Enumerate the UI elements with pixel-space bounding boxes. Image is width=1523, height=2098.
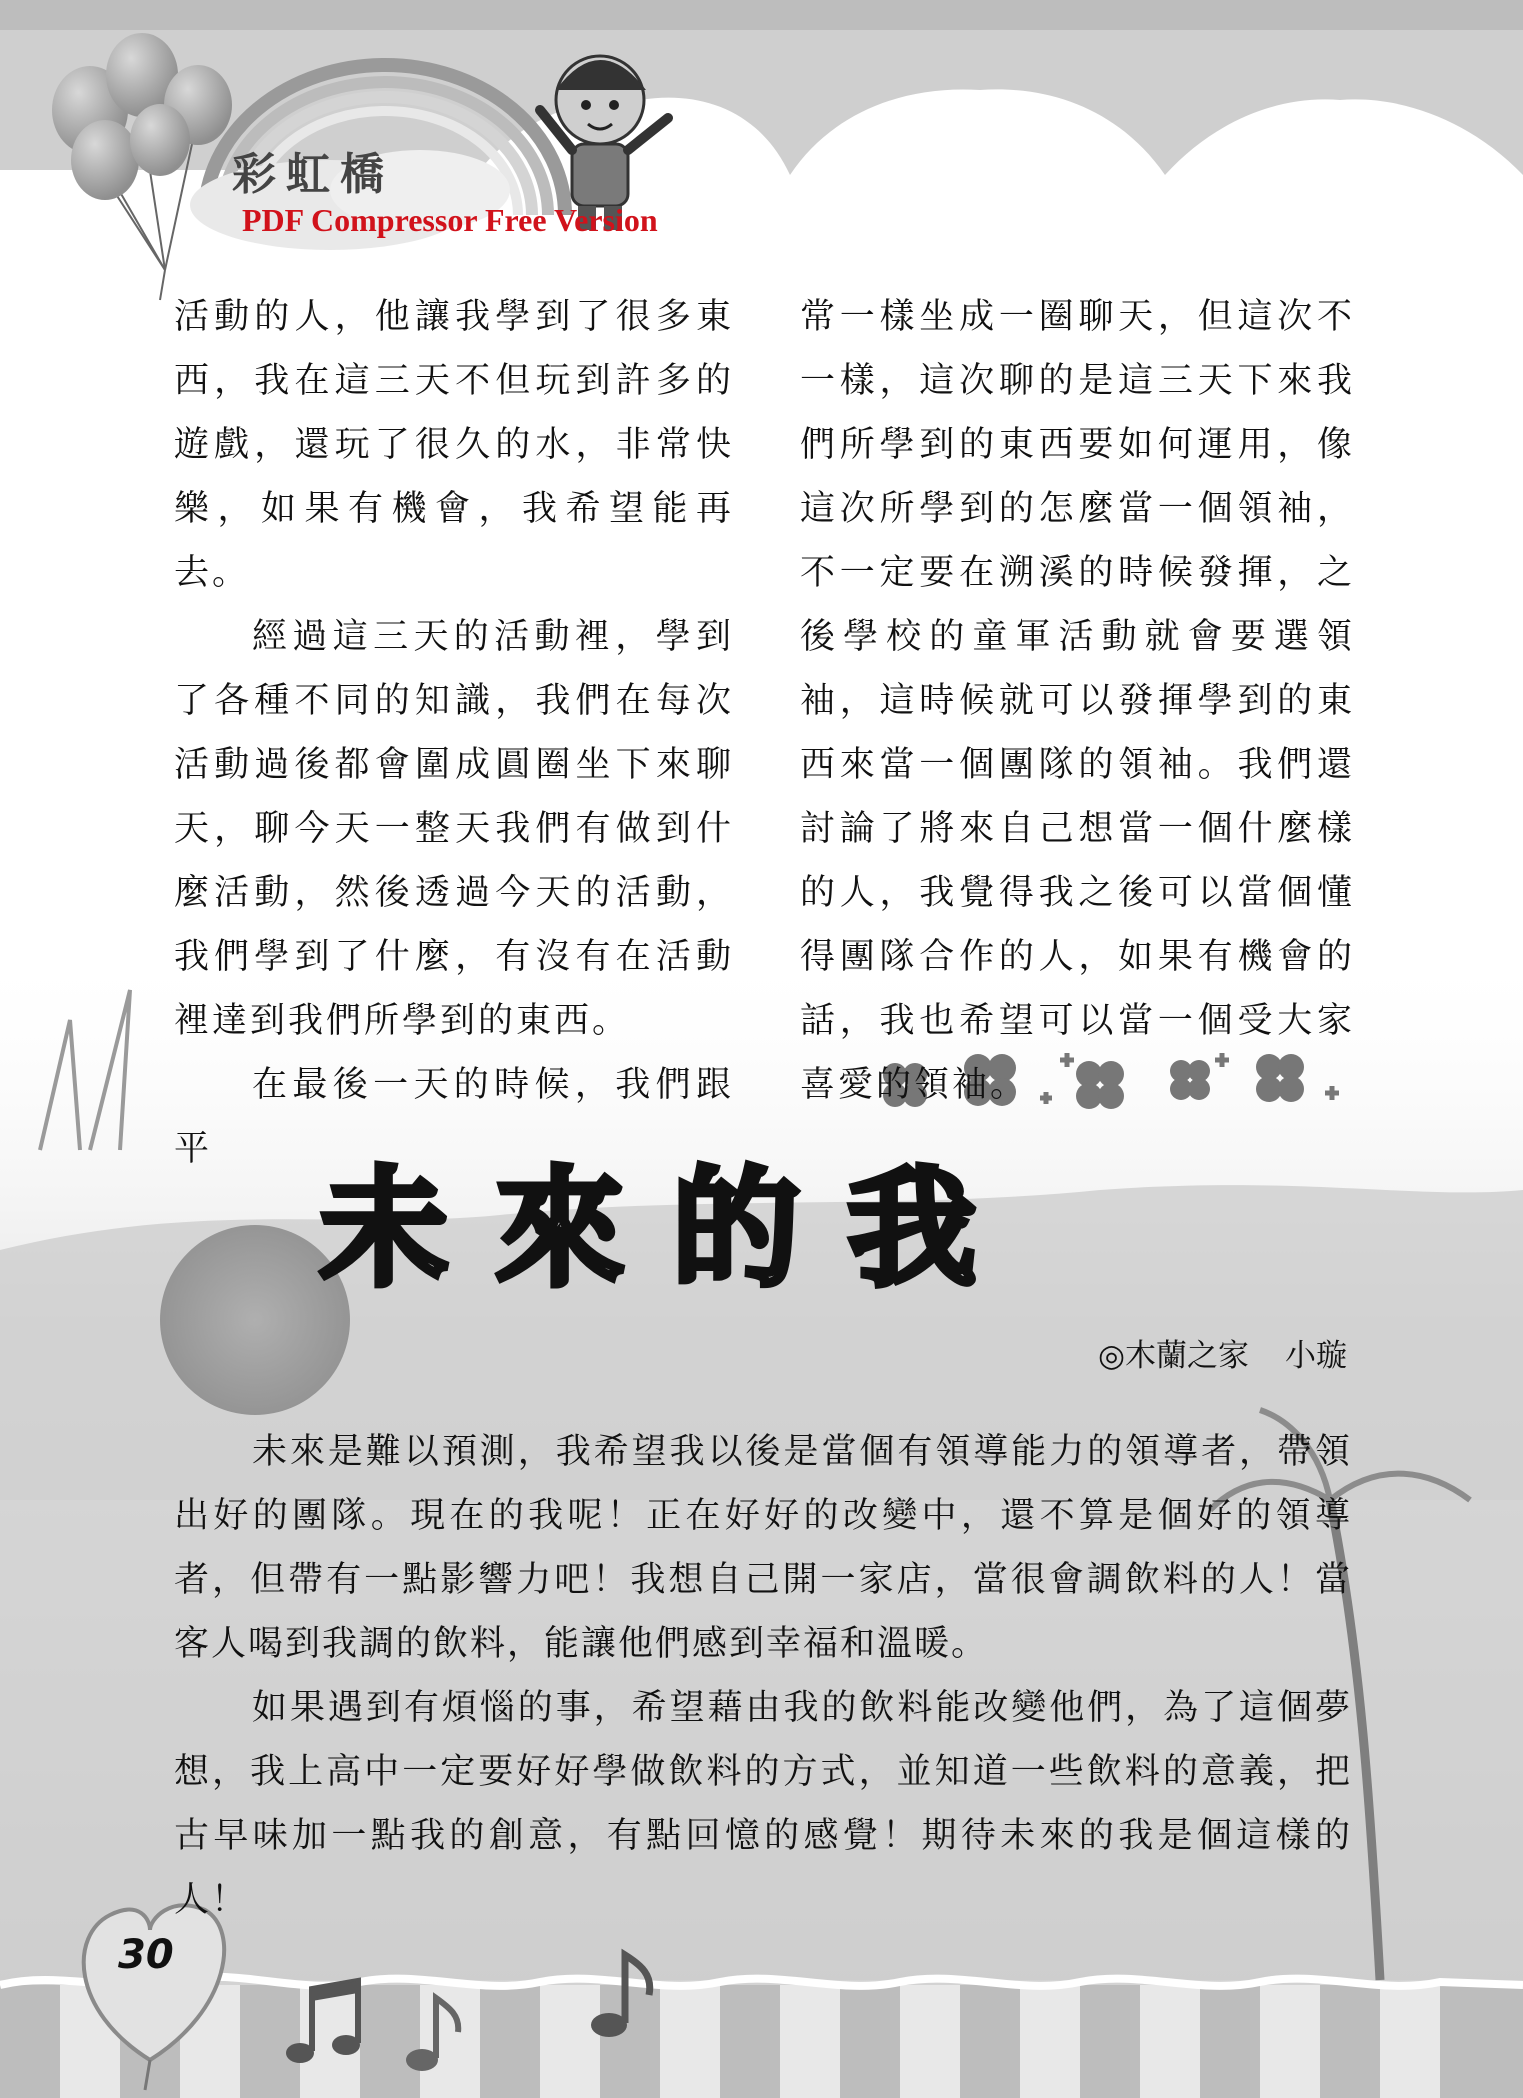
byline-organization: ◎木蘭之家 [1097, 1338, 1249, 1374]
left-paragraph-1: 活動的人，他讓我學到了很多東西，我在這三天不但玩到許多的遊戲，還玩了很久的水，非常快樂，如果有機會，我希望能再去。 [174, 297, 734, 593]
watermark-text: PDF Compressor Free Version [242, 202, 658, 238]
left-text-column [174, 285, 734, 1181]
essay-body [174, 1420, 1352, 1932]
left-paragraph-2: 經過這三天的活動裡，學到了各種不同的知識，我們在每次活動過後都會圍成圓圈坐下來聊天，聊今天一整天我們有做到什麼活動，然後透過今天的活動，我們學到了什麼，有沒有在活動裡達到我們所學到的東西。 [174, 617, 734, 1041]
story-title: 未來的我 [320, 1155, 1025, 1304]
music-note-icon [585, 1945, 665, 2045]
byline [1098, 1330, 1347, 1375]
music-note-icon [400, 1990, 470, 2080]
left-paragraph-3: 在最後一天的時候，我們跟平 [174, 1065, 734, 1169]
footer-stripes [0, 1977, 1523, 2098]
right-paragraph-1: 常一樣坐成一圈聊天，但這次不一樣，這次聊的是這三天下來我們所學到的東西要如何運用，像這次所學到的怎麼當一個領袖，不一定要在溯溪的時候發揮，之後學校的童軍活動就會要選領袖，這時候就可以發揮學到的東西來當一個團隊的領袖。我們還討論了將來自己想當一個什麼樣的人，我覺得我之後可以當個懂得團隊合作的人，如果有機會的話，我也希望可以當一個受大家喜愛的領袖。 [800, 297, 1355, 1105]
banner-title: 彩虹橋 [232, 149, 394, 200]
page-number: 30 [118, 1932, 174, 1978]
byline-author: 小璇 [1285, 1338, 1347, 1374]
right-text-column [800, 285, 1355, 1117]
essay-paragraph-2: 如果遇到有煩惱的事，希望藉由我的飲料能改變他們，為了這個夢想，我上高中一定要好好學做飲料的方式，並知道一些飲料的意義，把古早味加一點我的創意，有點回憶的感覺！期待未來的我是個這樣的人！ [174, 1688, 1352, 1920]
essay-paragraph-1: 未來是難以預測，我希望我以後是當個有領導能力的領導者，帶領出好的團隊。現在的我呢！正在好好的改變中，還不算是個好的領導者，但帶有一點影響力吧！我想自己開一家店，當很會調飲料的人！當客人喝到我調的飲料，能讓他們感到幸福和溫暖。 [174, 1432, 1352, 1664]
music-note-icon [280, 1975, 370, 2075]
